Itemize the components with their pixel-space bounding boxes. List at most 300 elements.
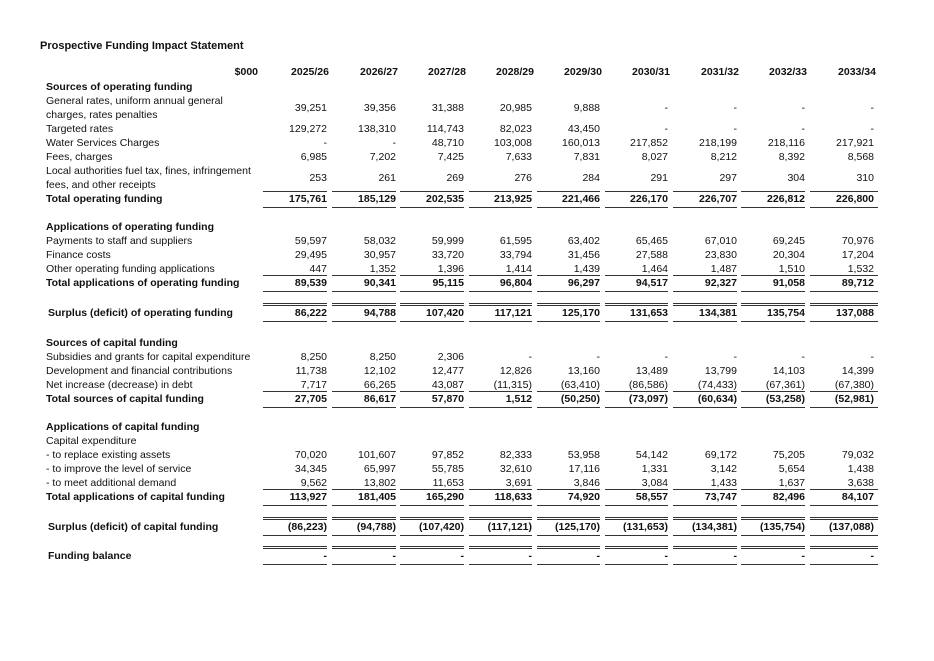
value-cell: (86,223) bbox=[287, 521, 327, 533]
value-cell: (131,653) bbox=[623, 521, 668, 533]
year-header-2030-31: 2030/31 bbox=[632, 66, 670, 78]
rule-line bbox=[332, 489, 396, 490]
value-cell: 13,799 bbox=[704, 365, 737, 377]
value-cell: 447 bbox=[309, 263, 327, 275]
value-cell: 69,172 bbox=[704, 449, 737, 461]
value-cell: 107,420 bbox=[426, 307, 464, 319]
value-cell: 27,588 bbox=[635, 249, 668, 261]
rule-line bbox=[400, 207, 464, 208]
rule-line bbox=[263, 546, 327, 547]
value-cell: 94,517 bbox=[635, 277, 668, 289]
value-cell: 91,058 bbox=[772, 277, 805, 289]
value-cell: (60,634) bbox=[697, 393, 737, 405]
year-header-2027-28: 2027/28 bbox=[428, 66, 466, 78]
rule-line bbox=[263, 564, 327, 565]
value-cell: - bbox=[664, 102, 668, 114]
rule-line bbox=[400, 303, 464, 304]
rule-line bbox=[537, 275, 600, 276]
year-header-2029-30: 2029/30 bbox=[564, 66, 602, 78]
value-cell: - bbox=[664, 550, 668, 562]
rule-line bbox=[469, 546, 532, 547]
value-cell: 17,116 bbox=[568, 463, 600, 475]
rule-line bbox=[741, 207, 805, 208]
value-cell: 7,831 bbox=[573, 151, 600, 163]
value-cell: 69,245 bbox=[772, 235, 805, 247]
rule-line bbox=[741, 546, 805, 547]
line-item-label: - to replace existing assets bbox=[46, 449, 171, 461]
rule-line bbox=[605, 546, 668, 547]
rule-line bbox=[332, 291, 396, 292]
value-cell: 137,088 bbox=[836, 307, 874, 319]
rule-line bbox=[263, 305, 327, 306]
rule-line bbox=[810, 291, 878, 292]
rule-line bbox=[400, 517, 464, 518]
rule-line bbox=[810, 191, 878, 192]
value-cell: 13,802 bbox=[363, 477, 396, 489]
rule-line bbox=[469, 489, 532, 490]
value-cell: - bbox=[733, 123, 737, 135]
rule-line bbox=[263, 519, 327, 520]
rule-line bbox=[332, 505, 396, 506]
rule-line bbox=[469, 505, 532, 506]
value-cell: 73,747 bbox=[704, 491, 737, 503]
value-cell: 1,512 bbox=[505, 393, 532, 405]
value-cell: 12,477 bbox=[431, 365, 464, 377]
value-cell: 84,107 bbox=[841, 491, 874, 503]
line-item-label: Other operating funding applications bbox=[46, 263, 215, 275]
value-cell: 1,352 bbox=[369, 263, 396, 275]
rule-line bbox=[810, 548, 878, 549]
rule-line bbox=[605, 407, 668, 408]
rule-line bbox=[741, 191, 805, 192]
line-item-label: Targeted rates bbox=[46, 123, 114, 135]
value-cell: 276 bbox=[514, 172, 532, 184]
rule-line bbox=[605, 191, 668, 192]
value-cell: (50,250) bbox=[560, 393, 600, 405]
value-cell: 66,265 bbox=[363, 379, 396, 391]
value-cell: 86,617 bbox=[363, 393, 396, 405]
rule-line bbox=[263, 489, 327, 490]
value-cell: 96,804 bbox=[499, 277, 532, 289]
rule-line bbox=[400, 321, 464, 322]
value-cell: 134,381 bbox=[699, 307, 737, 319]
section-heading: Sources of capital funding bbox=[46, 337, 178, 349]
value-cell: 114,743 bbox=[426, 123, 464, 135]
rule-line bbox=[332, 321, 396, 322]
value-cell: 61,595 bbox=[499, 235, 532, 247]
rule-line bbox=[605, 391, 668, 392]
rule-line bbox=[400, 548, 464, 549]
rule-line bbox=[673, 505, 737, 506]
rule-line bbox=[810, 275, 878, 276]
value-cell: 1,439 bbox=[573, 263, 600, 275]
value-cell: 7,717 bbox=[300, 379, 327, 391]
value-cell: 1,414 bbox=[505, 263, 532, 275]
rule-line bbox=[332, 564, 396, 565]
value-cell: (135,754) bbox=[760, 521, 805, 533]
year-header-2031-32: 2031/32 bbox=[701, 66, 739, 78]
value-cell: (86,586) bbox=[628, 379, 668, 391]
rule-line bbox=[810, 546, 878, 547]
rule-line bbox=[673, 207, 737, 208]
value-cell: 310 bbox=[856, 172, 874, 184]
unit-label: $000 bbox=[234, 66, 258, 78]
rule-line bbox=[537, 546, 600, 547]
rule-line bbox=[741, 548, 805, 549]
value-cell: 39,251 bbox=[294, 102, 327, 114]
rule-line bbox=[400, 305, 464, 306]
value-cell: 8,392 bbox=[778, 151, 805, 163]
value-cell: 9,888 bbox=[573, 102, 600, 114]
value-cell: 217,921 bbox=[836, 137, 874, 149]
value-cell: - bbox=[596, 351, 600, 363]
rule-line bbox=[673, 303, 737, 304]
rule-line bbox=[741, 489, 805, 490]
value-cell: - bbox=[870, 123, 874, 135]
rule-line bbox=[537, 207, 600, 208]
value-cell: 92,327 bbox=[704, 277, 737, 289]
value-cell: - bbox=[664, 351, 668, 363]
rule-line bbox=[810, 321, 878, 322]
value-cell: (67,361) bbox=[765, 379, 805, 391]
value-cell: 8,250 bbox=[369, 351, 396, 363]
rule-line bbox=[741, 505, 805, 506]
line-item-label: Local authorities fuel tax, fines, infringement fees, and other receipts bbox=[46, 165, 251, 191]
value-cell: 297 bbox=[719, 172, 737, 184]
rule-line bbox=[673, 305, 737, 306]
value-cell: - bbox=[733, 550, 737, 562]
rule-line bbox=[469, 207, 532, 208]
value-cell: 89,539 bbox=[294, 277, 327, 289]
value-cell: 213,925 bbox=[494, 193, 532, 205]
value-cell: 48,710 bbox=[431, 137, 464, 149]
value-cell: 3,638 bbox=[847, 477, 874, 489]
total-label: Total sources of capital funding bbox=[46, 393, 204, 405]
rule-line bbox=[605, 505, 668, 506]
value-cell: 70,020 bbox=[294, 449, 327, 461]
value-cell: 23,830 bbox=[704, 249, 737, 261]
rule-line bbox=[810, 517, 878, 518]
rule-line bbox=[810, 519, 878, 520]
value-cell: (125,170) bbox=[555, 521, 600, 533]
value-cell: 1,532 bbox=[847, 263, 874, 275]
value-cell: 1,438 bbox=[847, 463, 874, 475]
rule-line bbox=[332, 391, 396, 392]
value-cell: (52,981) bbox=[834, 393, 874, 405]
rule-line bbox=[673, 391, 737, 392]
rule-line bbox=[400, 275, 464, 276]
rule-line bbox=[263, 505, 327, 506]
value-cell: 261 bbox=[378, 172, 396, 184]
value-cell: (107,420) bbox=[419, 521, 464, 533]
rule-line bbox=[469, 321, 532, 322]
line-item-label: - to improve the level of service bbox=[46, 463, 192, 475]
value-cell: 117,121 bbox=[494, 307, 532, 319]
rule-line bbox=[469, 548, 532, 549]
value-cell: 175,761 bbox=[289, 193, 327, 205]
rule-line bbox=[810, 505, 878, 506]
year-header-2032-33: 2032/33 bbox=[769, 66, 807, 78]
value-cell: 31,456 bbox=[567, 249, 600, 261]
value-cell: 2,306 bbox=[437, 351, 464, 363]
value-cell: - bbox=[323, 550, 327, 562]
rule-line bbox=[605, 517, 668, 518]
rule-line bbox=[741, 564, 805, 565]
value-cell: - bbox=[801, 123, 805, 135]
value-cell: 17,204 bbox=[841, 249, 874, 261]
value-cell: 20,985 bbox=[499, 102, 532, 114]
line-item-label: Fees, charges bbox=[46, 151, 113, 163]
value-cell: (63,410) bbox=[560, 379, 600, 391]
rule-line bbox=[263, 548, 327, 549]
rule-line bbox=[400, 191, 464, 192]
line-item-label: Water Services Charges bbox=[46, 137, 160, 149]
rule-line bbox=[673, 321, 737, 322]
rule-line bbox=[332, 305, 396, 306]
value-cell: 29,495 bbox=[294, 249, 327, 261]
rule-line bbox=[400, 391, 464, 392]
value-cell: (67,380) bbox=[834, 379, 874, 391]
rule-line bbox=[469, 517, 532, 518]
value-cell: - bbox=[392, 550, 396, 562]
rule-line bbox=[400, 489, 464, 490]
value-cell: 284 bbox=[582, 172, 600, 184]
rule-line bbox=[673, 546, 737, 547]
rule-line bbox=[673, 548, 737, 549]
value-cell: 30,957 bbox=[363, 249, 396, 261]
rule-line bbox=[469, 391, 532, 392]
value-cell: 34,345 bbox=[294, 463, 327, 475]
value-cell: - bbox=[801, 351, 805, 363]
rule-line bbox=[537, 407, 600, 408]
value-cell: 226,812 bbox=[767, 193, 805, 205]
rule-line bbox=[537, 535, 600, 536]
value-cell: - bbox=[801, 102, 805, 114]
line-item-label: Net increase (decrease) in debt bbox=[46, 379, 193, 391]
value-cell: 3,084 bbox=[641, 477, 668, 489]
value-cell: 135,754 bbox=[767, 307, 805, 319]
rule-line bbox=[741, 321, 805, 322]
value-cell: 291 bbox=[650, 172, 668, 184]
value-cell: 33,720 bbox=[431, 249, 464, 261]
value-cell: (134,381) bbox=[692, 521, 737, 533]
rule-line bbox=[263, 191, 327, 192]
surplus-label: Surplus (deficit) of operating funding bbox=[48, 307, 233, 319]
line-item-label: Capital expenditure bbox=[46, 435, 137, 447]
value-cell: 13,160 bbox=[567, 365, 600, 377]
value-cell: (137,088) bbox=[829, 521, 874, 533]
value-cell: 54,142 bbox=[635, 449, 668, 461]
value-cell: - bbox=[870, 550, 874, 562]
value-cell: 94,788 bbox=[363, 307, 396, 319]
line-item-label: - to meet additional demand bbox=[46, 477, 177, 489]
rule-line bbox=[810, 207, 878, 208]
value-cell: 58,032 bbox=[363, 235, 396, 247]
value-cell: 74,920 bbox=[567, 491, 600, 503]
rule-line bbox=[673, 564, 737, 565]
value-cell: 3,142 bbox=[710, 463, 737, 475]
line-item-label: Finance costs bbox=[46, 249, 111, 261]
value-cell: (74,433) bbox=[697, 379, 737, 391]
rule-line bbox=[605, 207, 668, 208]
value-cell: 8,027 bbox=[641, 151, 668, 163]
value-cell: 58,557 bbox=[635, 491, 668, 503]
value-cell: - bbox=[870, 102, 874, 114]
value-cell: 8,250 bbox=[300, 351, 327, 363]
value-cell: 82,496 bbox=[772, 491, 805, 503]
total-label: Total applications of capital funding bbox=[46, 491, 225, 503]
surplus-label: Surplus (deficit) of capital funding bbox=[48, 521, 219, 533]
rule-line bbox=[673, 519, 737, 520]
rule-line bbox=[605, 564, 668, 565]
rule-line bbox=[469, 191, 532, 192]
rule-line bbox=[263, 275, 327, 276]
value-cell: 43,450 bbox=[567, 123, 600, 135]
value-cell: 13,489 bbox=[635, 365, 668, 377]
value-cell: 1,331 bbox=[641, 463, 668, 475]
value-cell: - bbox=[801, 550, 805, 562]
value-cell: 118,633 bbox=[494, 491, 532, 503]
value-cell: 65,465 bbox=[635, 235, 668, 247]
section-heading: Sources of operating funding bbox=[46, 81, 193, 93]
value-cell: 269 bbox=[446, 172, 464, 184]
rule-line bbox=[810, 564, 878, 565]
value-cell: 202,535 bbox=[426, 193, 464, 205]
value-cell: 9,562 bbox=[300, 477, 327, 489]
rule-line bbox=[537, 519, 600, 520]
rule-line bbox=[673, 191, 737, 192]
rule-line bbox=[332, 548, 396, 549]
value-cell: 226,707 bbox=[699, 193, 737, 205]
value-cell: 96,297 bbox=[567, 277, 600, 289]
rule-line bbox=[400, 291, 464, 292]
value-cell: 7,425 bbox=[437, 151, 464, 163]
rule-line bbox=[400, 564, 464, 565]
value-cell: 8,568 bbox=[847, 151, 874, 163]
value-cell: 304 bbox=[787, 172, 805, 184]
rule-line bbox=[263, 535, 327, 536]
value-cell: 20,304 bbox=[772, 249, 805, 261]
value-cell: (11,315) bbox=[493, 379, 532, 391]
rule-line bbox=[741, 305, 805, 306]
value-cell: 125,170 bbox=[562, 307, 600, 319]
value-cell: 7,633 bbox=[505, 151, 532, 163]
line-item-label: General rates, uniform annual general charges, rates penalties bbox=[46, 95, 223, 121]
value-cell: 43,087 bbox=[431, 379, 464, 391]
rule-line bbox=[605, 275, 668, 276]
rule-line bbox=[605, 321, 668, 322]
rule-line bbox=[741, 291, 805, 292]
rule-line bbox=[741, 407, 805, 408]
value-cell: 113,927 bbox=[289, 491, 327, 503]
line-item-label: Subsidies and grants for capital expenditure bbox=[46, 351, 251, 363]
year-header-2028-29: 2028/29 bbox=[496, 66, 534, 78]
value-cell: (53,258) bbox=[765, 393, 805, 405]
rule-line bbox=[469, 303, 532, 304]
year-header-2033-34: 2033/34 bbox=[838, 66, 876, 78]
rule-line bbox=[263, 321, 327, 322]
rule-line bbox=[332, 275, 396, 276]
value-cell: 79,032 bbox=[841, 449, 874, 461]
value-cell: 131,653 bbox=[630, 307, 668, 319]
rule-line bbox=[810, 391, 878, 392]
rule-line bbox=[810, 489, 878, 490]
rule-line bbox=[469, 535, 532, 536]
rule-line bbox=[605, 535, 668, 536]
value-cell: 3,691 bbox=[505, 477, 532, 489]
value-cell: 138,310 bbox=[358, 123, 396, 135]
rule-line bbox=[810, 303, 878, 304]
year-header-2025-26: 2025/26 bbox=[291, 66, 329, 78]
rule-line bbox=[605, 303, 668, 304]
value-cell: - bbox=[460, 550, 464, 562]
value-cell: 253 bbox=[309, 172, 327, 184]
value-cell: 101,607 bbox=[358, 449, 396, 461]
value-cell: 82,023 bbox=[499, 123, 532, 135]
rule-line bbox=[537, 321, 600, 322]
value-cell: 33,794 bbox=[499, 249, 532, 261]
value-cell: 226,800 bbox=[836, 193, 874, 205]
rule-line bbox=[332, 517, 396, 518]
value-cell: 14,103 bbox=[772, 365, 805, 377]
rule-line bbox=[537, 564, 600, 565]
value-cell: 5,654 bbox=[778, 463, 805, 475]
rule-line bbox=[741, 519, 805, 520]
rule-line bbox=[741, 391, 805, 392]
rule-line bbox=[673, 517, 737, 518]
value-cell: 14,399 bbox=[841, 365, 874, 377]
value-cell: 217,852 bbox=[630, 137, 668, 149]
rule-line bbox=[263, 207, 327, 208]
value-cell: 165,290 bbox=[426, 491, 464, 503]
total-label: Total applications of operating funding bbox=[46, 277, 240, 289]
rule-line bbox=[469, 519, 532, 520]
rule-line bbox=[332, 207, 396, 208]
value-cell: (117,121) bbox=[487, 521, 532, 533]
section-heading: Applications of operating funding bbox=[46, 221, 214, 233]
value-cell: 57,870 bbox=[431, 393, 464, 405]
value-cell: (73,097) bbox=[628, 393, 668, 405]
rule-line bbox=[537, 548, 600, 549]
value-cell: - bbox=[733, 351, 737, 363]
value-cell: 95,115 bbox=[432, 277, 464, 289]
value-cell: 218,199 bbox=[699, 137, 737, 149]
value-cell: - bbox=[870, 351, 874, 363]
rule-line bbox=[537, 505, 600, 506]
value-cell: 1,637 bbox=[778, 477, 805, 489]
value-cell: 1,396 bbox=[437, 263, 464, 275]
value-cell: 226,170 bbox=[630, 193, 668, 205]
rule-line bbox=[263, 407, 327, 408]
rule-line bbox=[469, 564, 532, 565]
value-cell: 65,997 bbox=[363, 463, 396, 475]
rule-line bbox=[537, 303, 600, 304]
rule-line bbox=[810, 535, 878, 536]
value-cell: 221,466 bbox=[562, 193, 600, 205]
rule-line bbox=[741, 275, 805, 276]
rule-line bbox=[810, 305, 878, 306]
rule-line bbox=[673, 275, 737, 276]
value-cell: 86,222 bbox=[294, 307, 327, 319]
value-cell: 160,013 bbox=[562, 137, 600, 149]
value-cell: - bbox=[733, 102, 737, 114]
rule-line bbox=[400, 407, 464, 408]
value-cell: 7,202 bbox=[369, 151, 396, 163]
value-cell: 185,129 bbox=[358, 193, 396, 205]
rule-line bbox=[469, 305, 532, 306]
rule-line bbox=[332, 535, 396, 536]
surplus-label: Funding balance bbox=[48, 550, 132, 562]
